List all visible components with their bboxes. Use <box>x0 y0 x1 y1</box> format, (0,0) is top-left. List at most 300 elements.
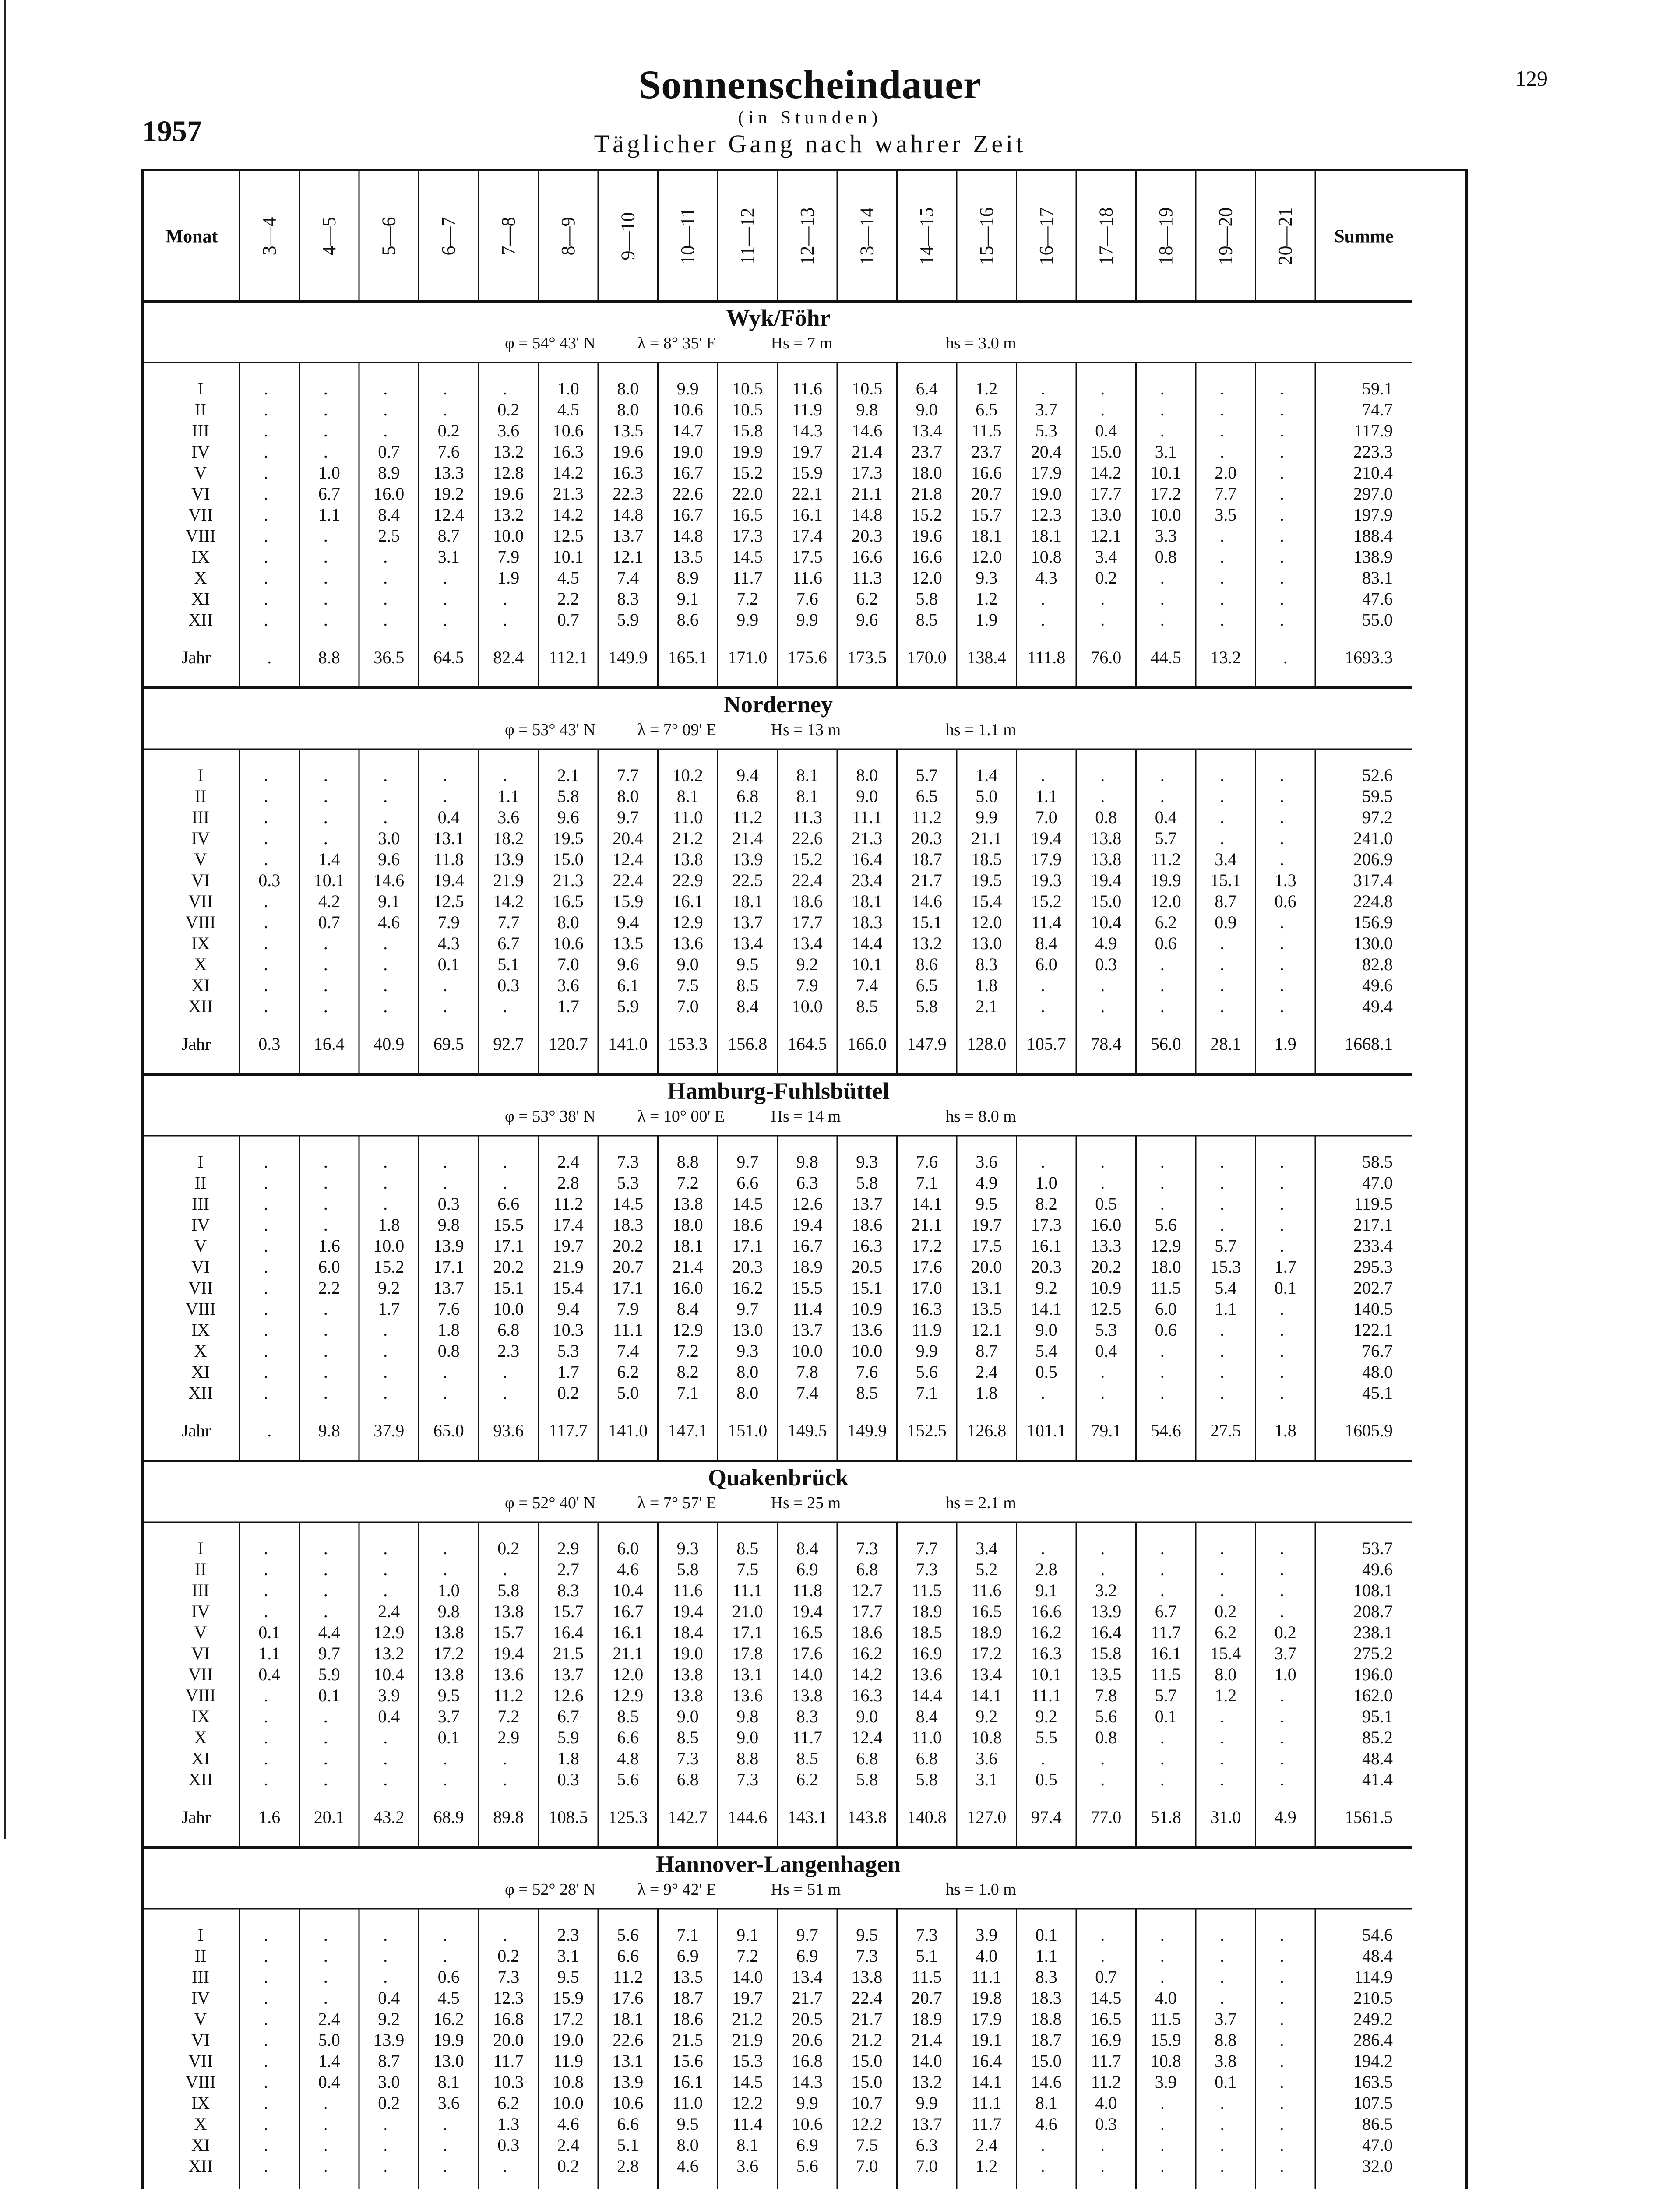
cell-value: 7.7 <box>916 1538 938 1558</box>
cell-value: . <box>1100 2135 1105 2155</box>
latitude-label: φ = 54° 43' N <box>505 334 595 352</box>
month-label: X <box>194 954 207 974</box>
cell-value: 6.5 <box>976 400 998 419</box>
cell-value: 9.9 <box>916 2093 938 2113</box>
cell-value: 16.3 <box>1031 1644 1062 1663</box>
cell-value: 0.4 <box>258 1665 281 1684</box>
cell-value: 7.3 <box>856 1946 878 1966</box>
cell-value: 15.6 <box>672 2051 703 2071</box>
cell-value: . <box>503 765 507 785</box>
cell-value: 8.3 <box>796 1707 818 1726</box>
month-label: VIII <box>185 1299 216 1319</box>
longitude-label: λ = 8° 35' E <box>637 334 717 352</box>
cell-value: 0.4 <box>1095 421 1117 440</box>
cell-value: 18.7 <box>1031 2030 1062 2050</box>
cell-value: 16.0 <box>1091 1215 1122 1235</box>
cell-value: 15.4 <box>971 891 1002 911</box>
cell-value: 0.1 <box>437 1728 460 1747</box>
cell-value: . <box>1040 1749 1045 1768</box>
cell-value: 20.2 <box>613 1236 644 1256</box>
cell-value: 12.0 <box>971 912 1002 932</box>
cell-value: . <box>383 568 388 588</box>
cell-value: 1.0 <box>1274 1665 1296 1684</box>
cell-value: 9.1 <box>378 891 400 911</box>
cell-value: . <box>443 1559 447 1579</box>
cell-value: 13.2 <box>493 505 524 524</box>
latitude-label: φ = 52° 40' N <box>505 1494 595 1512</box>
cell-value: . <box>1220 2093 1225 2113</box>
cell-value: 16.5 <box>732 505 763 524</box>
cell-value: 2.8 <box>557 1173 579 1193</box>
cell-value: 15.1 <box>852 1278 883 1298</box>
cell-value: 8.0 <box>617 786 639 806</box>
cell-value: 22.4 <box>852 1988 883 2008</box>
sum-value: 59.1 <box>1362 379 1393 398</box>
cell-value: 3.4 <box>1215 849 1237 869</box>
cell-value: 1.4 <box>976 765 998 785</box>
cell-value: 13.5 <box>672 547 703 567</box>
cell-value: 0.2 <box>1274 1622 1296 1642</box>
cell-value: 21.4 <box>732 828 763 848</box>
cell-value: 8.5 <box>736 1538 759 1558</box>
cell-value: 18.5 <box>911 1622 942 1642</box>
cell-value: 9.1 <box>736 1925 759 1945</box>
cell-value: 5.7 <box>1215 1236 1237 1256</box>
cell-value: . <box>383 1152 388 1172</box>
month-label: XII <box>188 2156 213 2176</box>
cell-value: 16.6 <box>852 547 883 567</box>
cell-value: 4.5 <box>557 400 579 419</box>
cell-value: 8.6 <box>916 954 938 974</box>
cell-value: 6.8 <box>497 1320 520 1340</box>
year-total: 69.5 <box>433 1034 464 1054</box>
cell-value: 21.0 <box>732 1601 763 1621</box>
cell-value: 21.2 <box>732 2009 763 2029</box>
cell-value: . <box>1279 1686 1284 1705</box>
cell-value: . <box>323 1299 328 1319</box>
cell-value: 8.4 <box>736 996 759 1016</box>
cell-value: 15.7 <box>971 505 1002 524</box>
cell-value: . <box>1220 807 1225 827</box>
month-label: III <box>192 1580 209 1600</box>
cell-value: 19.9 <box>433 2030 464 2050</box>
cell-value: 3.1 <box>976 1770 998 1789</box>
cell-value: . <box>264 1362 268 1382</box>
cell-value: 8.2 <box>1035 1194 1057 1214</box>
sum-value: 47.0 <box>1362 1173 1393 1193</box>
cell-value: . <box>1220 2156 1225 2176</box>
cell-value: 20.4 <box>1031 442 1062 461</box>
cell-value: . <box>1220 547 1225 567</box>
sum-value: 74.7 <box>1362 400 1393 419</box>
cell-value: 9.9 <box>796 610 818 630</box>
cell-value: 11.1 <box>1031 1686 1062 1705</box>
cell-value: 16.7 <box>672 463 703 482</box>
cell-value: 3.1 <box>437 547 460 567</box>
cell-value: . <box>383 807 388 827</box>
cell-value: 0.3 <box>437 1194 460 1214</box>
cell-value: 5.1 <box>916 1946 938 1966</box>
cell-value: . <box>264 526 268 545</box>
cell-value: 10.7 <box>852 2093 883 2113</box>
cell-value: . <box>264 379 268 398</box>
cell-value: . <box>323 1559 328 1579</box>
cell-value: 12.5 <box>1091 1299 1122 1319</box>
cell-value: 16.5 <box>792 1622 823 1642</box>
cell-value: 3.6 <box>976 1152 998 1172</box>
cell-value: 17.1 <box>613 1278 644 1298</box>
cell-value: 3.1 <box>557 1946 579 1966</box>
cell-value: 9.1 <box>1035 1580 1057 1600</box>
cell-value: 11.1 <box>732 1580 763 1600</box>
cell-value: 10.4 <box>1091 912 1122 932</box>
year-total: 164.5 <box>787 1034 827 1054</box>
cell-value: 6.7 <box>1155 1601 1177 1621</box>
cell-value: . <box>1160 1749 1165 1768</box>
cell-value: . <box>1220 421 1225 440</box>
cell-value: . <box>323 610 328 630</box>
sum-value: 163.5 <box>1353 2072 1393 2092</box>
station-height-label: Hs = 51 m <box>771 1880 841 1899</box>
cell-value: . <box>1279 1362 1284 1382</box>
cell-value: 0.7 <box>378 442 400 461</box>
hour-column-header: 3—4 <box>258 217 280 256</box>
cell-value: . <box>264 849 268 869</box>
cell-value: 11.2 <box>1091 2072 1121 2092</box>
cell-value: . <box>443 975 447 995</box>
cell-value: 6.0 <box>1035 954 1057 974</box>
cell-value: 14.1 <box>911 1194 942 1214</box>
cell-value: 21.9 <box>732 2030 763 2050</box>
cell-value: 1.1 <box>1215 1299 1237 1319</box>
cell-value: 11.1 <box>852 807 882 827</box>
cell-value: 2.4 <box>318 2009 340 2029</box>
cell-value: 4.3 <box>437 933 460 953</box>
cell-value: 5.3 <box>557 1341 579 1361</box>
cell-value: 4.6 <box>617 1559 639 1579</box>
cell-value: 10.1 <box>1031 1665 1062 1684</box>
cell-value: 6.0 <box>318 1257 340 1277</box>
cell-value: . <box>1220 1215 1225 1235</box>
cell-value: 14.5 <box>1091 1988 1122 2008</box>
cell-value: 19.4 <box>792 1215 823 1235</box>
cell-value: . <box>1279 589 1284 609</box>
cell-value: . <box>264 400 268 419</box>
cell-value: . <box>323 996 328 1016</box>
cell-value: . <box>1160 1559 1165 1579</box>
year-total: . <box>267 648 272 667</box>
cell-value: 11.2 <box>613 1967 643 1987</box>
cell-value: 9.5 <box>437 1686 460 1705</box>
cell-value: . <box>323 786 328 806</box>
cell-value: 1.2 <box>976 589 998 609</box>
cell-value: . <box>323 526 328 545</box>
cell-value: . <box>383 1580 388 1600</box>
cell-value: 7.3 <box>916 1925 938 1945</box>
cell-value: . <box>1279 1194 1284 1214</box>
cell-value: . <box>1220 1925 1225 1945</box>
cell-value: 13.8 <box>1091 828 1122 848</box>
cell-value: . <box>1160 1967 1165 1987</box>
cell-value: 5.6 <box>796 2156 818 2176</box>
cell-value: 9.0 <box>916 400 938 419</box>
cell-value: 3.1 <box>1155 442 1177 461</box>
cell-value: 1.0 <box>557 379 579 398</box>
cell-value: 3.6 <box>557 975 579 995</box>
cell-value: . <box>1160 1946 1165 1966</box>
cell-value: 7.4 <box>856 975 878 995</box>
cell-value: . <box>383 1383 388 1403</box>
cell-value: . <box>323 933 328 953</box>
cell-value: . <box>1040 2135 1045 2155</box>
cell-value: 2.4 <box>976 2135 998 2155</box>
cell-value: 17.2 <box>553 2009 584 2029</box>
cell-value: 18.3 <box>613 1215 644 1235</box>
cell-value: 8.0 <box>856 765 878 785</box>
cell-value: 0.2 <box>1095 568 1117 588</box>
cell-value: 7.2 <box>676 1173 699 1193</box>
cell-value: 19.7 <box>971 1215 1002 1235</box>
sum-value: 206.9 <box>1353 849 1393 869</box>
cell-value: 16.5 <box>553 891 584 911</box>
month-label: X <box>194 1341 207 1361</box>
cell-value: . <box>1100 1946 1105 1966</box>
cell-value: . <box>443 589 447 609</box>
cell-value: 14.5 <box>732 1194 763 1214</box>
cell-value: 5.0 <box>318 2030 340 2050</box>
cell-value: . <box>383 1194 388 1214</box>
cell-value: . <box>1220 1383 1225 1403</box>
cell-value: . <box>443 2114 447 2134</box>
cell-value: . <box>264 1988 268 2008</box>
cell-value: 10.0 <box>852 1341 883 1361</box>
cell-value: 7.3 <box>676 1749 699 1768</box>
cell-value: 8.4 <box>676 1299 699 1319</box>
cell-value: 4.0 <box>1095 2093 1117 2113</box>
cell-value: 8.8 <box>1215 2030 1237 2050</box>
hour-column-header: 5—6 <box>378 217 400 256</box>
cell-value: 3.5 <box>1215 505 1237 524</box>
cell-value: 6.5 <box>916 786 938 806</box>
month-label: VIII <box>185 526 216 545</box>
cell-value: . <box>383 786 388 806</box>
cell-value: 15.4 <box>553 1278 584 1298</box>
cell-value: 18.3 <box>1031 1988 1062 2008</box>
sum-value: 210.5 <box>1353 1988 1393 2008</box>
cell-value: 18.0 <box>1150 1257 1181 1277</box>
latitude-label: φ = 52° 28' N <box>505 1880 595 1899</box>
cell-value: . <box>383 2114 388 2134</box>
cell-value: 0.3 <box>497 975 520 995</box>
cell-value: . <box>1160 379 1165 398</box>
year-total: 147.1 <box>668 1421 708 1440</box>
cell-value: . <box>1040 1383 1045 1403</box>
cell-value: 6.4 <box>916 379 938 398</box>
cell-value: 7.1 <box>676 1925 699 1945</box>
cell-value: 6.6 <box>617 2114 639 2134</box>
cell-value: 10.5 <box>852 379 883 398</box>
cell-value: 14.1 <box>971 2072 1002 2092</box>
cell-value: 6.2 <box>856 589 878 609</box>
cell-value: 1.0 <box>1035 1173 1057 1193</box>
cell-value: 13.2 <box>911 2072 942 2092</box>
cell-value: . <box>1100 1770 1105 1789</box>
cell-value: . <box>1279 786 1284 806</box>
cell-value: 14.1 <box>1031 1299 1062 1319</box>
station-height-label: Hs = 13 m <box>771 721 841 739</box>
cell-value: 1.1 <box>1035 786 1057 806</box>
year-label: 1957 <box>142 114 202 148</box>
cell-value: 11.5 <box>912 1580 942 1600</box>
cell-value: 1.6 <box>318 1236 340 1256</box>
cell-value: . <box>1160 996 1165 1016</box>
cell-value: 5.3 <box>1035 421 1057 440</box>
cell-value: 11.2 <box>1151 849 1181 869</box>
cell-value: 5.6 <box>1155 1215 1177 1235</box>
sum-value: 108.1 <box>1353 1580 1393 1600</box>
cell-value: 17.4 <box>792 526 823 545</box>
cell-value: 13.2 <box>911 933 942 953</box>
month-label: X <box>194 2114 207 2134</box>
cell-value: . <box>264 484 268 503</box>
cell-value: . <box>264 1580 268 1600</box>
cell-value: 2.4 <box>976 1362 998 1382</box>
year-total: 27.5 <box>1210 1421 1241 1440</box>
cell-value: 2.4 <box>557 2135 579 2155</box>
cell-value: 8.5 <box>736 975 759 995</box>
cell-value: 16.7 <box>672 505 703 524</box>
cell-value: . <box>1220 1341 1225 1361</box>
month-label: IV <box>191 442 210 461</box>
cell-value: 11.1 <box>971 2093 1002 2113</box>
cell-value: 19.0 <box>1031 484 1062 503</box>
cell-value: . <box>264 1601 268 1621</box>
hour-column-header: 15—16 <box>976 207 997 265</box>
cell-value: 9.7 <box>318 1644 340 1663</box>
cell-value: . <box>264 2009 268 2029</box>
cell-value: 0.1 <box>1035 1925 1057 1945</box>
year-total: 13.2 <box>1210 648 1241 667</box>
cell-value: . <box>1040 1152 1045 1172</box>
cell-value: . <box>383 1173 388 1193</box>
cell-value: . <box>1160 1383 1165 1403</box>
sum-value: 233.4 <box>1353 1236 1393 1256</box>
cell-value: 6.9 <box>676 1946 699 1966</box>
cell-value: 1.0 <box>318 463 340 482</box>
cell-value: 9.5 <box>557 1967 579 1987</box>
cell-value: 14.2 <box>1091 463 1122 482</box>
cell-value: 6.8 <box>736 786 759 806</box>
cell-value: 21.5 <box>672 2030 703 2050</box>
cell-value: . <box>503 1559 507 1579</box>
cell-value: 0.5 <box>1035 1770 1057 1789</box>
cell-value: 8.6 <box>676 610 699 630</box>
cell-value: 8.1 <box>1035 2093 1057 2113</box>
cell-value: 9.7 <box>736 1299 759 1319</box>
hour-column-header: 11—12 <box>736 208 758 265</box>
cell-value: . <box>383 1728 388 1747</box>
cell-value: 10.6 <box>672 400 703 419</box>
cell-value: 13.8 <box>1091 849 1122 869</box>
cell-value: 19.4 <box>433 870 464 890</box>
year-total: 151.0 <box>728 1421 768 1440</box>
cell-value: 6.8 <box>856 1749 878 1768</box>
cell-value: 10.8 <box>1150 2051 1181 2071</box>
cell-value: . <box>1100 610 1105 630</box>
cell-value: 1.7 <box>1274 1257 1296 1277</box>
year-total: . <box>267 1421 272 1440</box>
cell-value: . <box>1279 2009 1284 2029</box>
cell-value: 18.6 <box>732 1215 763 1235</box>
cell-value: 9.2 <box>378 2009 400 2029</box>
cell-value: 11.0 <box>912 1728 942 1747</box>
cell-value: 7.0 <box>856 2156 878 2176</box>
cell-value: 20.3 <box>852 526 883 545</box>
cell-value: 3.0 <box>378 828 400 848</box>
month-label: XI <box>191 1362 210 1382</box>
cell-value: 20.7 <box>911 1988 942 2008</box>
cell-value: . <box>1160 1194 1165 1214</box>
cell-value: 12.5 <box>553 526 584 545</box>
cell-value: . <box>323 807 328 827</box>
cell-value: 16.2 <box>852 1644 883 1663</box>
cell-value: 1.9 <box>497 568 520 588</box>
cell-value: 17.3 <box>732 526 763 545</box>
cell-value: 2.9 <box>557 1538 579 1558</box>
cell-value: . <box>443 379 447 398</box>
cell-value: 11.9 <box>792 400 823 419</box>
year-total: 97.4 <box>1031 1807 1062 1827</box>
cell-value: . <box>1220 786 1225 806</box>
cell-value: 3.9 <box>378 1686 400 1705</box>
cell-value: . <box>443 1362 447 1382</box>
cell-value: . <box>503 379 507 398</box>
year-row-label: Jahr <box>181 1421 211 1440</box>
cell-value: 7.1 <box>916 1383 938 1403</box>
cell-value: 11.0 <box>673 807 703 827</box>
cell-value: . <box>1220 954 1225 974</box>
cell-value: . <box>264 828 268 848</box>
year-total: 76.0 <box>1091 648 1122 667</box>
cell-value: . <box>323 1215 328 1235</box>
hour-column-header: 19—20 <box>1215 207 1236 265</box>
cell-value: . <box>264 891 268 911</box>
cell-value: 5.7 <box>1155 1686 1177 1705</box>
cell-value: 0.8 <box>437 1341 460 1361</box>
cell-value: . <box>1040 996 1045 1016</box>
cell-value: 5.2 <box>976 1559 998 1579</box>
cell-value: 7.1 <box>916 1173 938 1193</box>
cell-value: 15.2 <box>792 849 823 869</box>
cell-value: 10.0 <box>792 1341 823 1361</box>
year-total: 144.6 <box>728 1807 768 1827</box>
cell-value: 20.2 <box>493 1257 524 1277</box>
cell-value: 5.3 <box>1095 1320 1117 1340</box>
cell-value: 13.8 <box>672 1665 703 1684</box>
cell-value: . <box>264 610 268 630</box>
cell-value: 4.6 <box>1035 2114 1057 2134</box>
cell-value: . <box>1160 1173 1165 1193</box>
cell-value: 8.9 <box>676 568 699 588</box>
cell-value: 14.6 <box>1031 2072 1062 2092</box>
cell-value: . <box>1279 1749 1284 1768</box>
cell-value: 22.6 <box>613 2030 644 2050</box>
cell-value: . <box>1279 849 1284 869</box>
cell-value: . <box>1279 2114 1284 2134</box>
cell-value: . <box>1220 1194 1225 1214</box>
cell-value: 19.0 <box>553 2030 584 2050</box>
cell-value: 13.7 <box>613 526 644 545</box>
